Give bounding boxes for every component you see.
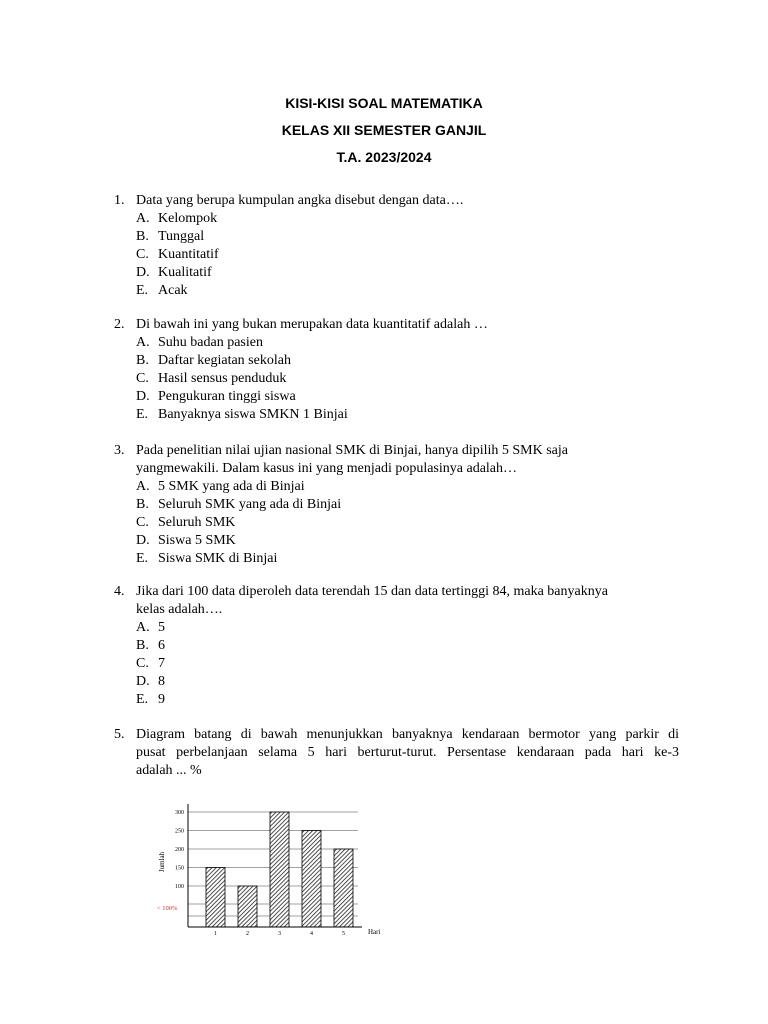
x-tick-label: 5 — [342, 931, 345, 937]
y-tick-label: 250 — [175, 828, 184, 835]
option-text: 7 — [158, 656, 165, 671]
option-letter: C. — [136, 515, 149, 530]
option-text: 9 — [158, 692, 165, 707]
question-4 — [0, 583, 768, 709]
option-row — [0, 673, 768, 691]
option-row — [0, 532, 768, 550]
option-row — [0, 370, 768, 388]
question-text: Pada penelitian nilai ujian nasional SMK di Binjai, hanya dipilih 5 SMK saja — [136, 443, 568, 458]
question-text: pusat perbelanjaan selama 5 hari berturut-turut. Persentase kendaraan pada hari ke-3 — [136, 745, 679, 760]
option-letter: A. — [136, 620, 150, 635]
question-number: 1. — [114, 193, 125, 208]
chart-bars — [206, 812, 353, 927]
option-text: Siswa SMK di Binjai — [158, 551, 278, 566]
y-tick-label: 150 — [175, 865, 184, 872]
question-text: yangmewakili. Dalam kasus ini yang menjadi populasinya adalah… — [136, 461, 518, 476]
bar-day-1 — [206, 868, 225, 928]
option-row — [0, 228, 768, 246]
question-3 — [0, 442, 768, 568]
option-row — [0, 655, 768, 673]
x-tick-label: 4 — [310, 931, 313, 937]
question-text: Diagram batang di bawah menunjukkan banyaknya kendaraan bermotor yang parkir di — [136, 727, 679, 742]
option-letter: B. — [136, 497, 149, 512]
option-letter: B. — [136, 229, 149, 244]
option-row — [0, 619, 768, 637]
bar-day-5 — [334, 849, 353, 927]
option-text: Kualitatif — [158, 265, 212, 280]
document-class: KELAS XII SEMESTER GANJIL — [281, 122, 487, 138]
option-letter: C. — [136, 247, 149, 262]
question-text: Di bawah ini yang bukan merupakan data kuantitatif adalah … — [136, 317, 488, 332]
option-row — [0, 264, 768, 282]
option-text: Tunggal — [158, 229, 205, 244]
question-text: kelas adalah…. — [136, 602, 223, 617]
option-row — [0, 282, 768, 300]
bar-day-3 — [270, 812, 289, 927]
option-text: Seluruh SMK — [158, 515, 236, 530]
option-text: 6 — [158, 638, 165, 653]
option-text: Daftar kegiatan sekolah — [158, 353, 291, 368]
option-text: Acak — [158, 283, 188, 298]
option-row — [0, 550, 768, 568]
option-letter: E. — [136, 692, 149, 707]
option-row — [0, 691, 768, 709]
y-tick-label: 100 — [175, 884, 184, 890]
x-tick-label: 1 — [214, 931, 217, 937]
question-number: 2. — [114, 317, 125, 332]
option-letter: A. — [136, 479, 150, 494]
option-row — [0, 478, 768, 496]
option-letter: E. — [136, 551, 149, 566]
chart-annotation: < 100% — [157, 905, 178, 912]
option-letter: C. — [136, 371, 149, 386]
option-text: Pengukuran tinggi siswa — [158, 389, 296, 404]
option-row — [0, 246, 768, 264]
option-text: Suhu badan pasien — [158, 335, 263, 350]
question-number: 4. — [114, 584, 125, 599]
option-letter: E. — [136, 283, 149, 298]
question-text: adalah ... % — [136, 763, 202, 778]
option-letter: C. — [136, 656, 149, 671]
bar-day-4 — [302, 831, 321, 928]
option-text: 5 — [158, 620, 165, 635]
option-text: Kuantitatif — [158, 247, 219, 262]
option-letter: D. — [136, 265, 150, 280]
option-letter: B. — [136, 638, 149, 653]
option-letter: B. — [136, 353, 149, 368]
option-row — [0, 514, 768, 532]
option-letter: E. — [136, 407, 149, 422]
option-text: Kelompok — [158, 211, 218, 226]
option-row — [0, 406, 768, 424]
option-letter: A. — [136, 335, 150, 350]
question-text: Jika dari 100 data diperoleh data terendah 15 dan data tertinggi 84, maka banyaknya — [136, 584, 608, 599]
bar-day-2 — [238, 886, 257, 927]
y-tick-label: 200 — [175, 847, 184, 853]
document-year: T.A. 2023/2024 — [336, 149, 432, 165]
option-text: Hasil sensus penduduk — [158, 371, 287, 386]
question-2 — [0, 316, 768, 424]
question-number: 3. — [114, 443, 125, 458]
question-text: Data yang berupa kumpulan angka disebut dengan data…. — [136, 193, 464, 208]
option-letter: A. — [136, 211, 150, 226]
document-header — [0, 94, 768, 175]
x-axis-label: Hari — [368, 928, 381, 936]
option-text: Siswa 5 SMK — [158, 533, 236, 548]
option-row — [0, 637, 768, 655]
option-row — [0, 210, 768, 228]
option-row — [0, 496, 768, 514]
x-tick-labels — [214, 931, 345, 937]
question-number: 5. — [114, 727, 125, 742]
y-tick-label: 300 — [175, 810, 184, 816]
option-row — [0, 388, 768, 406]
option-letter: D. — [136, 389, 150, 404]
option-row — [0, 334, 768, 352]
y-tick-labels — [175, 810, 184, 890]
document-title: KISI-KISI SOAL MATEMATIKA — [285, 95, 483, 111]
bar-chart — [156, 800, 396, 942]
y-axis-label: Jumlah — [158, 851, 166, 873]
option-letter: D. — [136, 674, 150, 689]
x-tick-label: 2 — [246, 931, 249, 937]
x-tick-label: 3 — [278, 931, 281, 937]
option-text: 5 SMK yang ada di Binjai — [158, 479, 305, 494]
question-1 — [0, 192, 768, 300]
option-row — [0, 352, 768, 370]
option-text: Banyaknya siswa SMKN 1 Binjai — [158, 407, 348, 422]
option-letter: D. — [136, 533, 150, 548]
question-5 — [0, 726, 768, 780]
option-text: Seluruh SMK yang ada di Binjai — [158, 497, 342, 512]
option-text: 8 — [158, 674, 165, 689]
